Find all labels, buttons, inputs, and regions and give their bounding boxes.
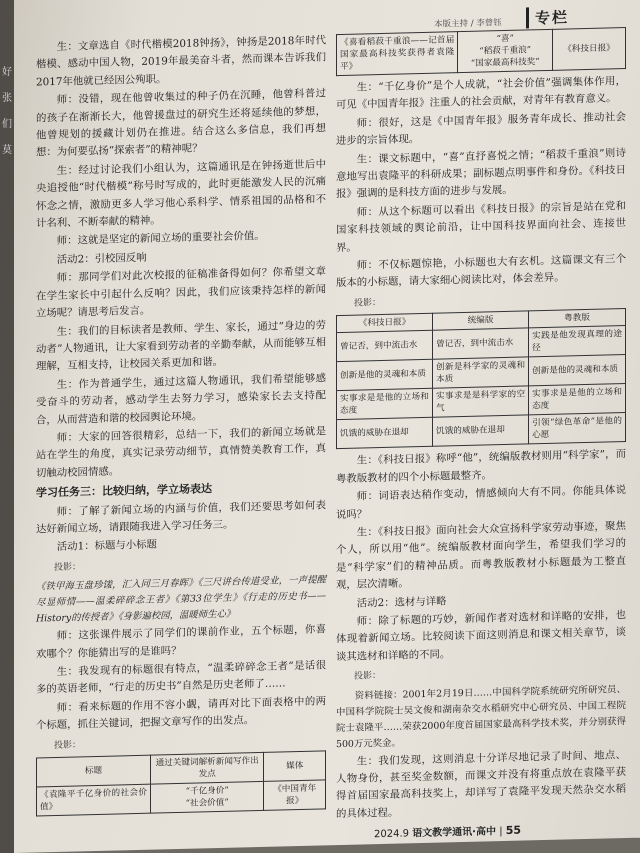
table-cell: 曾记否，到中流击水 bbox=[337, 331, 433, 362]
right-column bbox=[336, 25, 626, 824]
title-comparison-table-continued bbox=[336, 27, 626, 76]
paragraph: 师：词语表达稍作变动，情感倾向大有不同。你能具体说说吗？ bbox=[336, 484, 626, 521]
table-header: 粤教版 bbox=[529, 309, 626, 328]
paragraph: 师：了解了新闻立场的内涵与价值，我们还要思考如何表达好新闻立场，请跟随我进入学习任务三。 bbox=[36, 498, 326, 536]
left-column bbox=[36, 32, 326, 820]
paragraph: 师：没错，现在他曾收集过的种子仍在沉睡，他曾科普过的孩子在渐渐长大，他曾援盘过的研究生还将延续他的梦想，他曾规划的援藏计划仍在推进。结合这么多信息，我们再想想：为何要弘扬“探索者”的精神呢？ bbox=[36, 87, 326, 159]
editor-credit: 本版主持 / 李曾钰 bbox=[434, 18, 502, 30]
projection-label: 投影： bbox=[354, 297, 382, 309]
material-link: 资料链接：2001年2月19日……中国科学院系统研究所研究员、中国科学院院士吴文俊和湖南杂交水稻研究中心研究员、中国工程院院士袁隆平……荣获2000年度首届国家最高科学技术奖，并分别获得500万元奖金。 bbox=[336, 683, 626, 750]
activity-heading: 活动2：引校园反响 bbox=[56, 251, 147, 266]
paragraph: 生：我发现有的标题很有特点，“温柔碎碎念王者”是话很多的英语老师，“行走的历史书”自然是历史老师了…… bbox=[36, 659, 326, 696]
page-footer: 2024.9 语文教学通讯·高中 | 55 bbox=[374, 823, 522, 841]
table-cell: 实践是他发现真理的途径 bbox=[529, 326, 626, 357]
paragraph: 师：大家的回答很精彩，总结一下，我们的新闻立场就是站在学生的角度，真实记录劳动细节，真情赞美教育工作，真切触动校园情感。 bbox=[36, 425, 326, 480]
table-header: 通过关键词解析新闻写作出发点 bbox=[150, 752, 263, 784]
magazine-page bbox=[14, 0, 640, 853]
table-cell: “千亿身价” “社会价值” bbox=[150, 781, 263, 813]
table-cell: 引领“绿色革命”是他的心愿 bbox=[529, 413, 626, 444]
paragraph: 生：经过讨论我们小组认为，这篇通讯是在钟扬逝世后中央追授他“时代楷模”称号时写成的，此时更能激发人民的沉痛怀念之情，激励更多人学习他心系科学、情系祖国的品格和不计名利、不断奉献的精神。 bbox=[36, 158, 326, 230]
table-header: 媒体 bbox=[264, 751, 326, 782]
table-cell: 饥饿的威胁在退却 bbox=[433, 415, 529, 446]
table-cell: 《喜看稻菽千重浪——记首届国家最高科技奖获得者袁隆平》 bbox=[337, 32, 458, 76]
adjacent-page-edge bbox=[0, 0, 14, 853]
paragraph: 生：《科技日报》称呼“他”，统编版教材则用“科学家”，而粤教版教材的四个小标题最整齐。 bbox=[336, 448, 626, 485]
paragraph: 师：那同学们对此次校报的征稿准备得如何？你希望文章在学生家长中引起什么反响？因此，我们应该秉持怎样的新闻立场呢？请思考后发言。 bbox=[36, 265, 326, 320]
paragraph: 生：“千亿身价”是个人成就，“社会价值”强调集体作用，可见《中国青年报》注重人的社会贡献，对青年有教育意义。 bbox=[336, 75, 626, 112]
table-cell: 实事求是是科学家的空气 bbox=[433, 386, 529, 417]
table-cell: 实事求是是他的立场和态度 bbox=[529, 384, 626, 415]
table-row bbox=[337, 28, 626, 76]
table-cell: “喜” “稻菽千重浪” “国家最高科技奖” bbox=[458, 29, 553, 72]
paragraph: 师：很好，这是《中国青年报》服务青年成长、推动社会进步的宗旨体现。 bbox=[336, 110, 626, 148]
paragraph: 生：我们发现，这则消息十分详尽地记录了时间、地点、人物身份，甚至奖金数额，而课文并没有将重点放在袁隆平获得首届国家最高科技奖上，却详写了袁隆平发现天然杂交水稻的具体过程。 bbox=[336, 748, 626, 820]
table-header: 统编版 bbox=[433, 311, 529, 330]
paragraph: 生：我们的目标读者是教师、学生、家长，通过“身边的劳动者”人物通讯，让大家看到劳动者的辛勤奉献，从而能够互相理解，互相支持，让校园关系更加和谐。 bbox=[36, 318, 326, 373]
paragraph: 师：除了标题的巧妙，新闻作者对选材和详略的安排，也体现着新闻立场。比较阅读下面这则消息和课文相关章节，谈谈其选材和详略的不同。 bbox=[336, 608, 626, 663]
projection-label: 投影： bbox=[54, 562, 82, 573]
activity-heading: 活动1：标题与小标题 bbox=[56, 538, 157, 554]
table-row bbox=[37, 780, 326, 816]
table-cell: 创新是科学家的灵魂和本质 bbox=[433, 357, 529, 388]
paragraph: 师：这张课件展示了同学们的课前作业，五个标题，你喜欢哪个？你能猜出写的是谁吗？ bbox=[36, 623, 326, 661]
table-cell: 创新是他的灵魂和本质 bbox=[337, 360, 433, 391]
table-cell: 《中国青年报》 bbox=[264, 780, 326, 811]
table-cell: 创新是他的灵魂和本质 bbox=[529, 355, 626, 386]
table-cell: 《科技日报》 bbox=[553, 28, 626, 71]
adjacent-page-text: 好 张 们 莫 bbox=[2, 67, 12, 156]
activity-heading: 活动2：选材与详略 bbox=[356, 594, 447, 610]
table-cell: 曾记否，到中流击水 bbox=[433, 328, 529, 359]
table-cell: 《袁隆平千亿身价的社会价值》 bbox=[37, 784, 151, 816]
paragraph: 师：看来标题的作用不容小觑，请再对比下面表格中的两个标题，抓住关键词，把握文章写作的出发点。 bbox=[36, 695, 326, 732]
table-row bbox=[337, 413, 626, 449]
table-cell: 实事求是是他的立场和态度 bbox=[337, 389, 433, 420]
paragraph: 生：作为普通学生，通过这篇人物通讯，我们希望能够感受奋斗的劳动者，感动学生去努力学习，感染家长去支持配合，从而营造和谐的校园舆论环境。 bbox=[36, 372, 326, 426]
projection-label: 投影： bbox=[354, 671, 382, 682]
column-tag: 专栏 bbox=[526, 6, 569, 28]
paragraph: 生：课文标题中，“喜”直抒喜悦之情；“稻菽千重浪”则诗意地写出袁隆平的科研成果；副标题点明事件和身份。《科技日报》强调的是科技方面的进步与发展。 bbox=[336, 146, 626, 201]
table-header: 《科技日报》 bbox=[337, 314, 433, 333]
issue-date: 2024.9 bbox=[374, 828, 409, 841]
page-number: 55 bbox=[505, 823, 522, 837]
task-heading: 学习任务三：比较归纳，学立场表达 bbox=[36, 482, 212, 500]
paragraph: 师：不仅标题惊艳，小标题也大有玄机。这篇课文有三个版本的小标题，请大家细心阅读比对，体会差异。 bbox=[336, 253, 626, 290]
paragraph: 生：文章选自《时代楷模2018钟扬》，钟扬是2018年时代楷模、感动中国人物，2019年最美奋斗者，然而课本告诉我们2017年他就已经因公殉职。 bbox=[36, 34, 326, 89]
subtitle-comparison-table bbox=[336, 308, 626, 449]
paragraph: 师：从这个标题可以看出《科技日报》的宗旨是站在党和国家科技领域的舆论前沿，让中国科技界面向社会、连接世界。 bbox=[336, 199, 626, 254]
table-header: 标题 bbox=[37, 755, 151, 787]
title-comparison-table bbox=[36, 750, 326, 816]
journal-name: 语文教学通讯·高中 bbox=[412, 826, 496, 840]
table-cell: 饥饿的威胁在退却 bbox=[337, 418, 433, 449]
quote-block: 《铁甲海玉盘珍馐，汇入同三月春晖》《三尺讲台传道受业，一声提醒尽显师情——温柔碎碎念王者》《第33位学生》《行走的历史书——History的传授者》《身影遍校园，温暖师生心》 bbox=[36, 574, 326, 625]
projection-label: 投影： bbox=[54, 739, 82, 751]
paragraph: 生：《科技日报》面向社会大众宣扬科学家劳动事迹，聚焦个人，所以用“他”。统编版教材面向学生，希望我们学习的是“科学家”们的精神品质。而粤教版教材小标题最为工整直观，层次清晰。 bbox=[336, 519, 626, 592]
paragraph: 师：这就是坚定的新闻立场的重要社会价值。 bbox=[56, 230, 265, 248]
